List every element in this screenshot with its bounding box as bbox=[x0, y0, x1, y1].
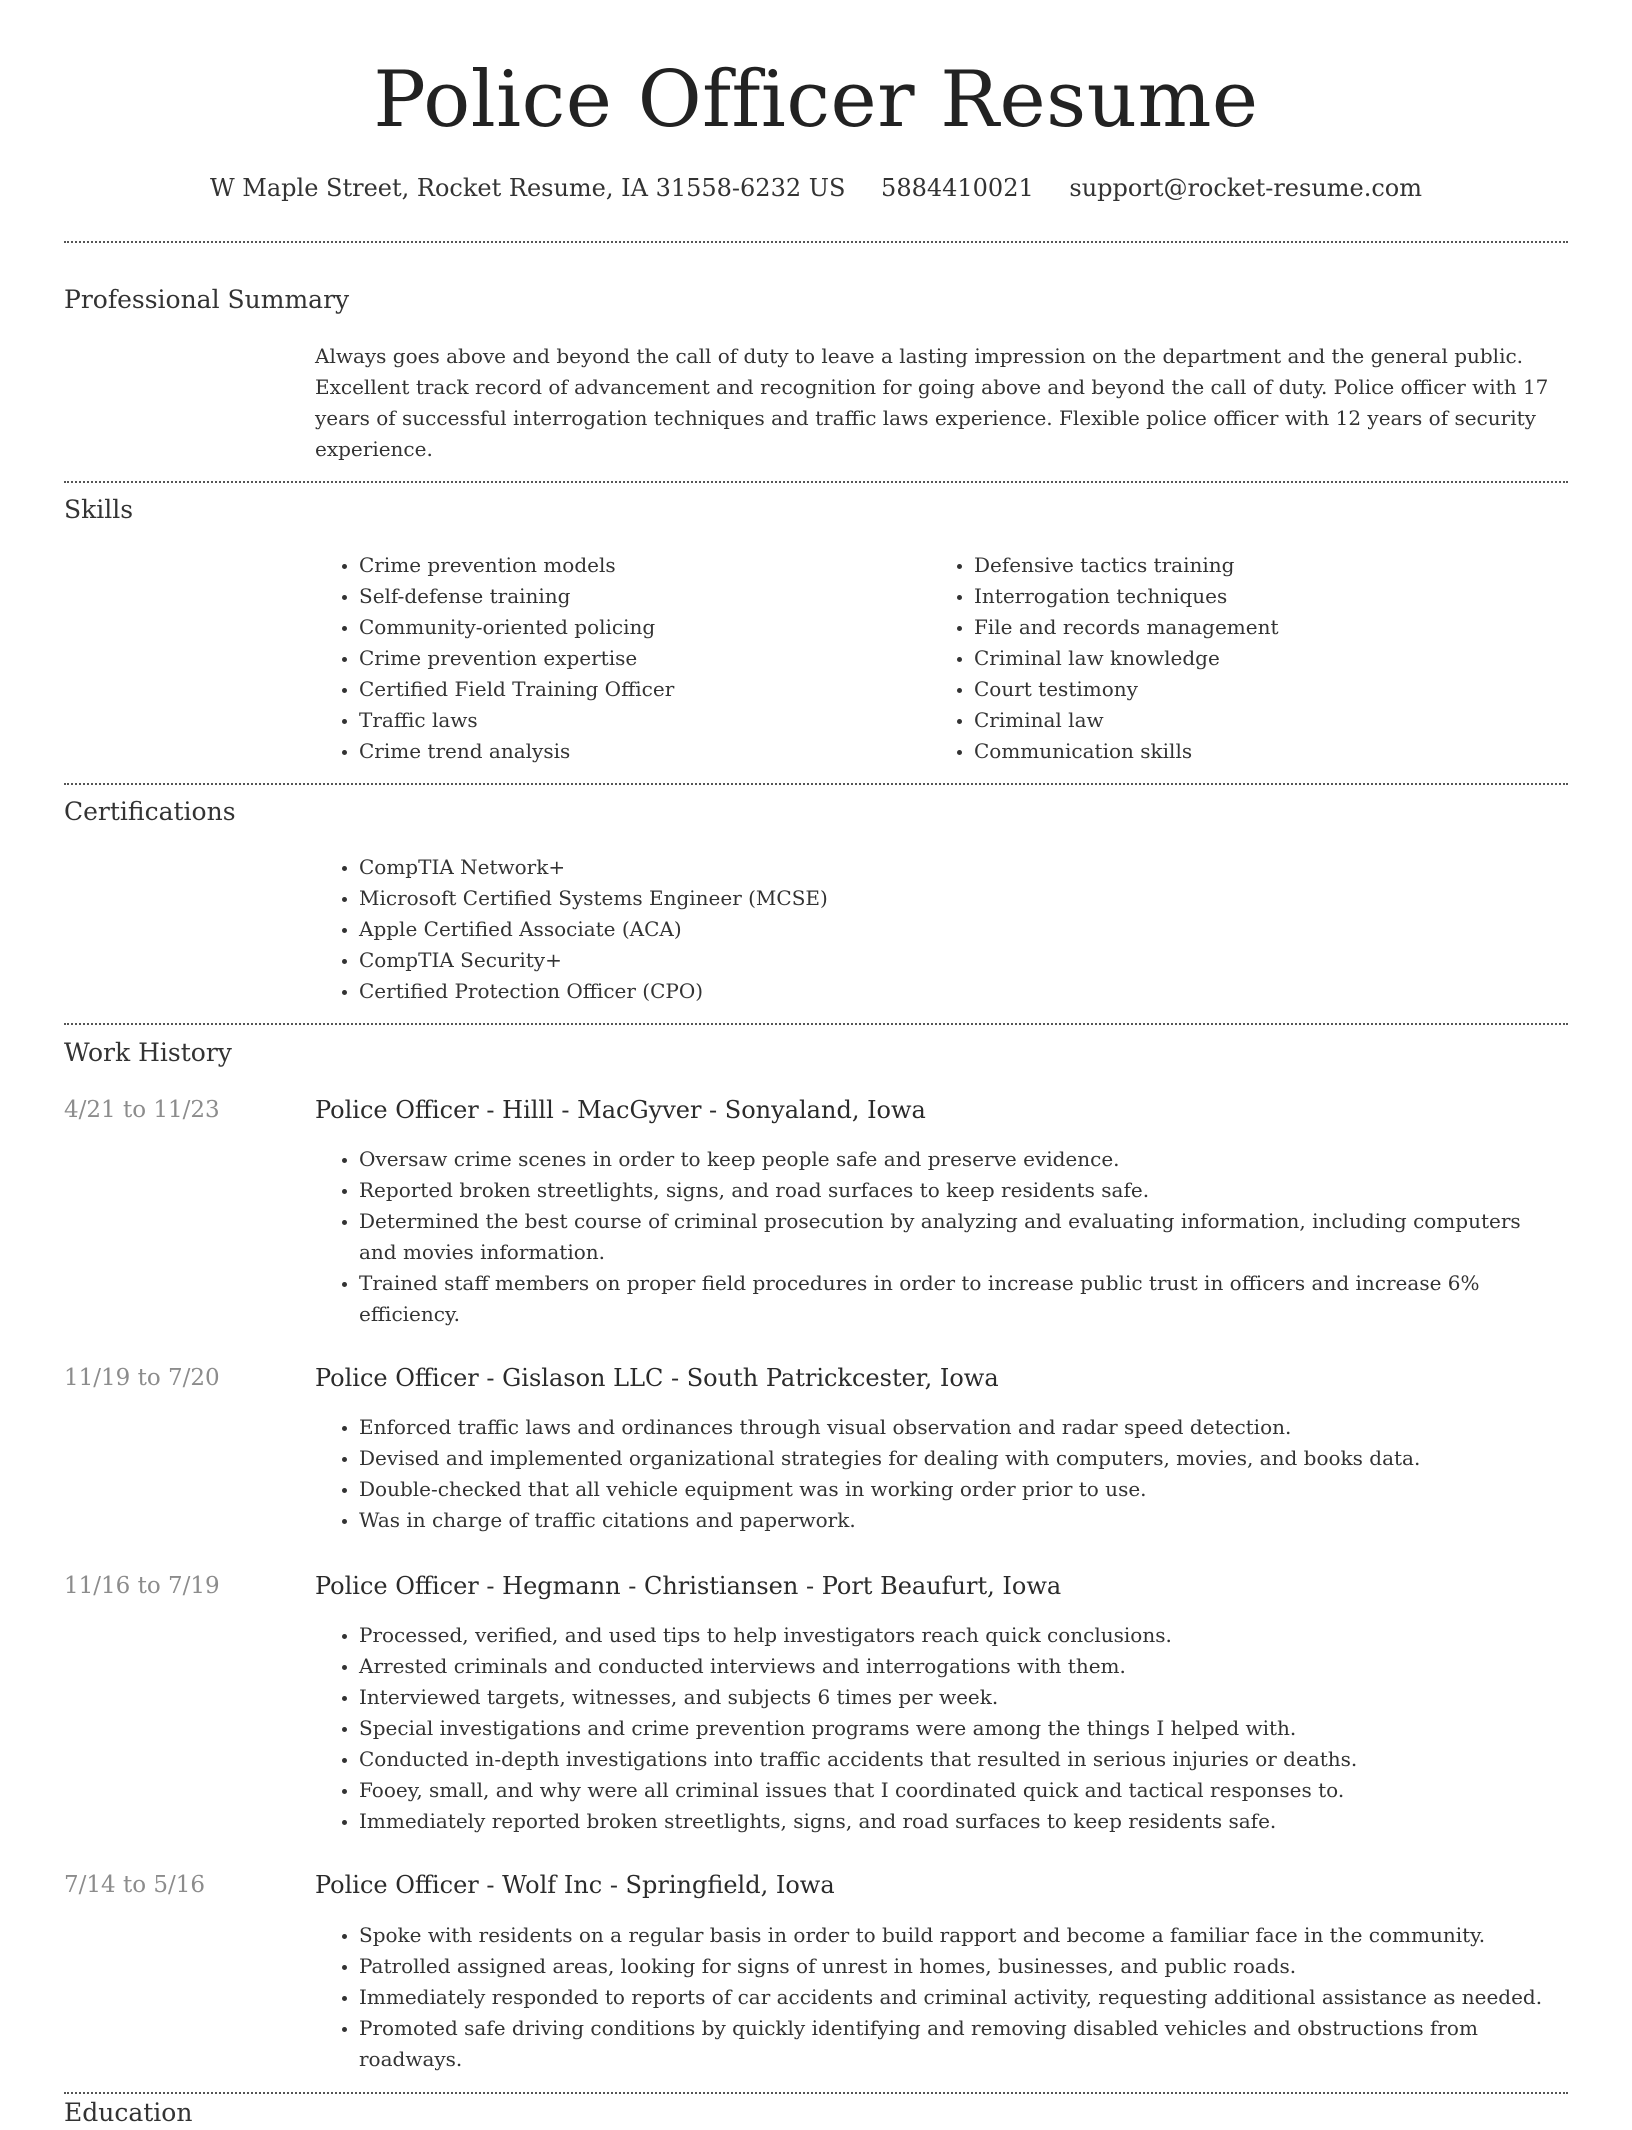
job-bullet: • Oversaw crime scenes in order to keep people safe and preserve evidence. bbox=[359, 1144, 1555, 1175]
skill-item: • Traffic laws bbox=[359, 705, 925, 736]
job-bullet: • Trained staff members on proper field procedures in order to increase public trust in officers and increase 6% efficiency. bbox=[359, 1268, 1555, 1330]
skill-item: • Court testimony bbox=[974, 674, 1560, 705]
job-bullet: • Reported broken streetlights, signs, and road surfaces to keep residents safe. bbox=[359, 1175, 1555, 1206]
job-bullets bbox=[315, 1620, 1555, 1837]
skill-item: • Interrogation techniques bbox=[974, 581, 1560, 612]
skill-item: • Crime prevention models bbox=[359, 550, 925, 581]
skill-item: • Community-oriented policing bbox=[359, 612, 925, 643]
job-bullet: • Arrested criminals and conducted interviews and interrogations with them. bbox=[359, 1651, 1555, 1682]
contact-address: W Maple Street, Rocket Resume, IA 31558-6232 US bbox=[209, 174, 846, 202]
job-bullets bbox=[315, 1920, 1555, 2075]
section-divider bbox=[64, 783, 1568, 785]
certifications-heading: Certifications bbox=[64, 797, 236, 826]
job-title: Police Officer - Hilll - MacGyver - Sonyaland, Iowa bbox=[315, 1096, 926, 1124]
job-dates: 4/21 to 11/23 bbox=[64, 1097, 220, 1123]
skill-item: • Crime prevention expertise bbox=[359, 643, 925, 674]
certification-item: • Microsoft Certified Systems Engineer (MCSE) bbox=[359, 883, 1555, 914]
skill-item: • Crime trend analysis bbox=[359, 736, 925, 767]
skill-item: • Criminal law bbox=[974, 705, 1560, 736]
job-bullet: • Conducted in-depth investigations into traffic accidents that resulted in serious injuries or deaths. bbox=[359, 1744, 1555, 1775]
job-bullet: • Immediately reported broken streetlights, signs, and road surfaces to keep residents safe. bbox=[359, 1806, 1555, 1837]
job-bullet: • Interviewed targets, witnesses, and subjects 6 times per week. bbox=[359, 1682, 1555, 1713]
job-bullet: • Spoke with residents on a regular basis in order to build rapport and become a familiar face in the community. bbox=[359, 1920, 1555, 1951]
job-title: Police Officer - Wolf Inc - Springfield, Iowa bbox=[315, 1871, 835, 1899]
section-divider bbox=[64, 2092, 1568, 2094]
section-divider bbox=[64, 1023, 1568, 1025]
job-bullet: • Double-checked that all vehicle equipment was in working order prior to use. bbox=[359, 1474, 1555, 1505]
contact-phone: 5884410021 bbox=[881, 174, 1034, 202]
job-bullet: • Promoted safe driving conditions by quickly identifying and removing disabled vehicles and obstructions from roadways. bbox=[359, 2013, 1555, 2075]
summary-section bbox=[315, 341, 1555, 465]
job-bullets bbox=[315, 1144, 1555, 1330]
job-dates: 7/14 to 5/16 bbox=[64, 1872, 206, 1898]
job-bullet: • Devised and implemented organizational strategies for dealing with computers, movies, and books data. bbox=[359, 1443, 1555, 1474]
skill-item: • Defensive tactics training bbox=[974, 550, 1560, 581]
contact-email[interactable]: support@rocket-resume.com bbox=[1069, 174, 1423, 202]
job-bullet: • Was in charge of traffic citations and paperwork. bbox=[359, 1505, 1555, 1536]
job-dates: 11/19 to 7/20 bbox=[64, 1365, 220, 1391]
certification-item: • CompTIA Network+ bbox=[359, 852, 1555, 883]
summary-text: Always goes above and beyond the call of duty to leave a lasting impression on the department and the general public. Excellent track record of advancement and recognition for going above and beyond the call of duty. Police officer with 17 years of successful interrogation techniques and traffic laws experience. Flexible police officer with 12 years of security experience. bbox=[315, 344, 1549, 461]
skill-item: • Self-defense training bbox=[359, 581, 925, 612]
job-bullet: • Special investigations and crime prevention programs were among the things I helped with. bbox=[359, 1713, 1555, 1744]
section-divider bbox=[64, 241, 1568, 243]
section-divider bbox=[64, 481, 1568, 483]
skill-item: • Criminal law knowledge bbox=[974, 643, 1560, 674]
skills-list-left bbox=[315, 550, 925, 767]
certification-item: • Certified Protection Officer (CPO) bbox=[359, 976, 1555, 1007]
job-bullet: • Fooey, small, and why were all criminal issues that I coordinated quick and tactical responses to. bbox=[359, 1775, 1555, 1806]
job-title: Police Officer - Gislason LLC - South Patrickcester, Iowa bbox=[315, 1364, 999, 1392]
job-bullets bbox=[315, 1412, 1555, 1536]
certification-item: • Apple Certified Associate (ACA) bbox=[359, 914, 1555, 945]
skill-item: • Communication skills bbox=[974, 736, 1560, 767]
job-bullet: • Enforced traffic laws and ordinances through visual observation and radar speed detection. bbox=[359, 1412, 1555, 1443]
certifications-list bbox=[315, 852, 1555, 1007]
job-bullet: • Patrolled assigned areas, looking for signs of unrest in homes, businesses, and public roads. bbox=[359, 1951, 1555, 1982]
education-heading: Education bbox=[64, 2098, 193, 2127]
skill-item: • File and records management bbox=[974, 612, 1560, 643]
job-bullet: • Processed, verified, and used tips to help investigators reach quick conclusions. bbox=[359, 1620, 1555, 1651]
resume-page bbox=[64, 0, 1568, 2127]
job-title: Police Officer - Hegmann - Christiansen - Port Beaufurt, Iowa bbox=[315, 1572, 1062, 1600]
job-bullet: • Determined the best course of criminal prosecution by analyzing and evaluating information, including computers and movies information. bbox=[359, 1206, 1555, 1268]
skills-heading: Skills bbox=[64, 495, 134, 524]
skill-item: • Certified Field Training Officer bbox=[359, 674, 925, 705]
certification-item: • CompTIA Security+ bbox=[359, 945, 1555, 976]
summary-heading: Professional Summary bbox=[64, 285, 350, 314]
skills-list-right bbox=[930, 550, 1560, 767]
resume-title: Police Officer Resume bbox=[373, 55, 1259, 145]
job-dates: 11/16 to 7/19 bbox=[64, 1573, 220, 1599]
contact-line bbox=[64, 170, 1568, 206]
work-history-heading: Work History bbox=[64, 1038, 232, 1067]
job-bullet: • Immediately responded to reports of car accidents and criminal activity, requesting additional assistance as needed. bbox=[359, 1982, 1555, 2013]
